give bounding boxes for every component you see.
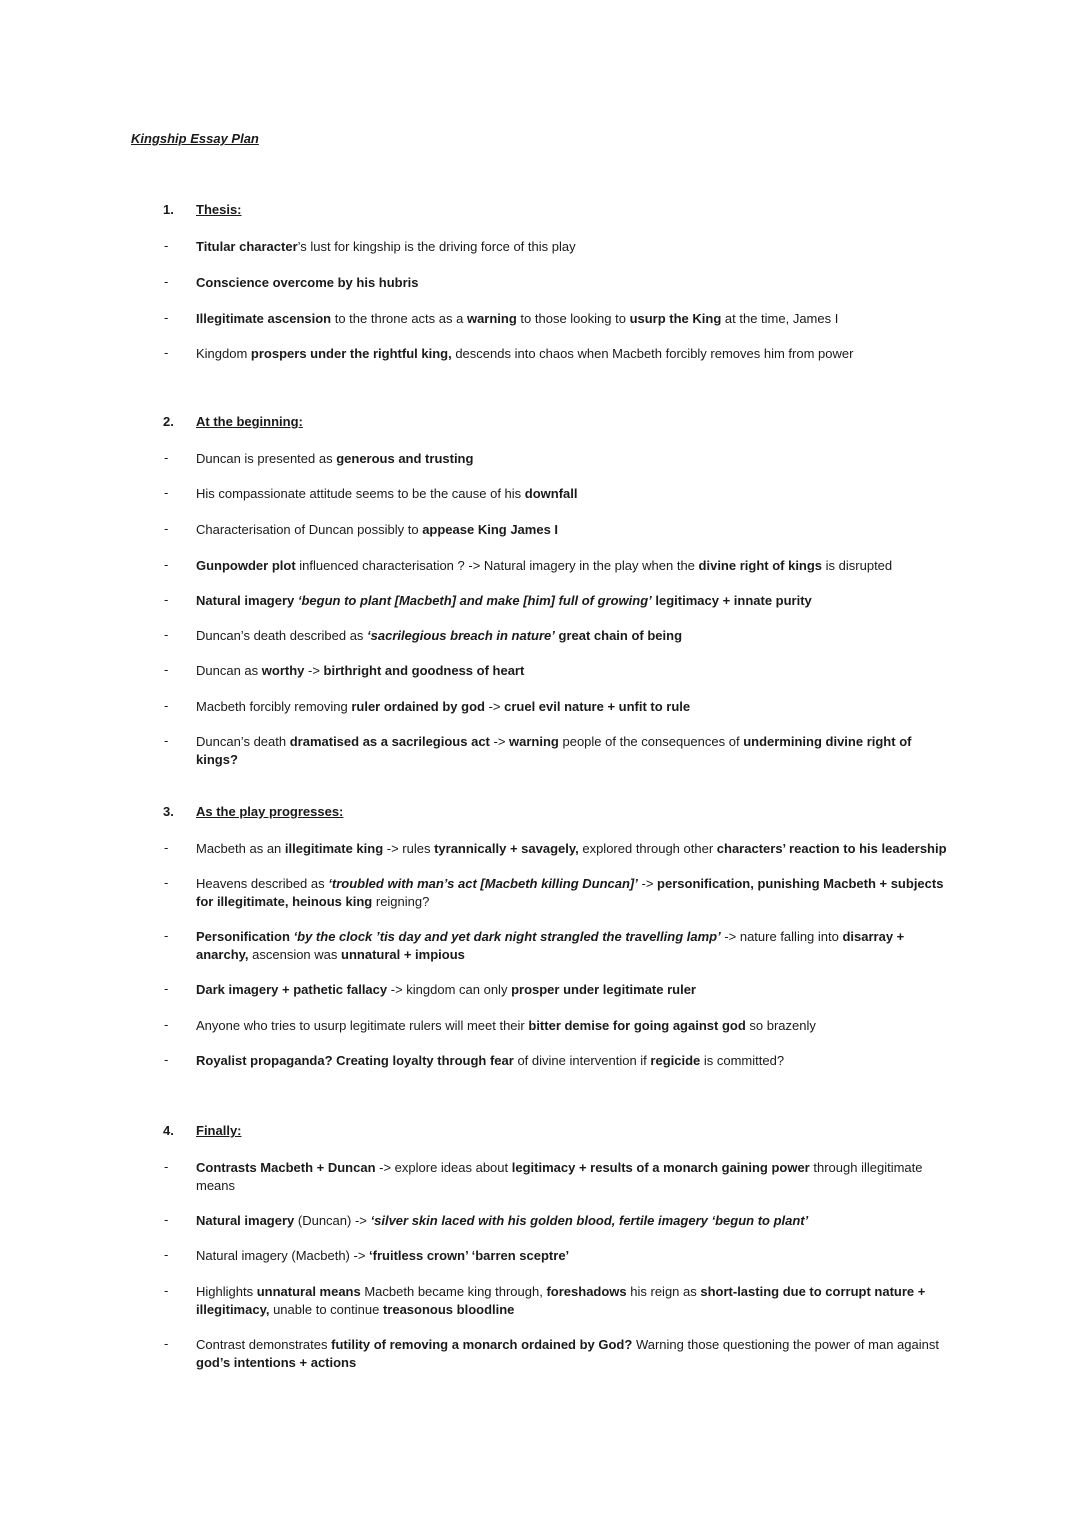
text-segment: Heavens described as	[196, 876, 329, 891]
dash-bullet: -	[164, 345, 169, 360]
list-item-text	[196, 238, 956, 256]
list-item-text	[196, 1283, 956, 1319]
text-segment: Personification	[196, 929, 294, 944]
text-segment: ascension was	[248, 947, 342, 962]
text-segment: regicide	[650, 1053, 701, 1068]
text-segment: Gunpowder plot	[196, 558, 296, 573]
text-segment: Macbeth became king through,	[360, 1284, 547, 1299]
text-segment: Warning those questioning the power of man against	[632, 1337, 939, 1352]
list-item-text	[196, 928, 956, 964]
text-segment: ’s lust for kingship is the driving force of this play	[297, 239, 576, 254]
list-item-text	[196, 521, 956, 539]
dash-bullet: -	[164, 733, 169, 748]
dash-bullet: -	[164, 627, 169, 642]
text-segment: Macbeth forcibly removing	[196, 699, 352, 714]
text-segment: Royalist propaganda? Creating loyalty through fear	[196, 1053, 514, 1068]
text-segment: generous and trusting	[336, 451, 474, 466]
dash-bullet: -	[164, 875, 169, 890]
text-segment: Natural imagery (Macbeth) ->	[196, 1248, 370, 1263]
text-segment: Duncan is presented as	[196, 451, 337, 466]
dash-bullet: -	[164, 1247, 169, 1262]
text-segment: Dark imagery + pathetic fallacy	[196, 982, 388, 997]
text-segment: treasonous bloodline	[382, 1302, 515, 1317]
dash-bullet: -	[164, 698, 169, 713]
text-segment: so brazenly	[745, 1018, 816, 1033]
dash-bullet: -	[164, 840, 169, 855]
text-segment: is disrupted	[822, 558, 893, 573]
section-heading: Thesis:	[196, 202, 242, 217]
text-segment: great chain of being	[554, 628, 683, 643]
list-item-text	[196, 840, 956, 858]
text-segment: futility of removing a monarch ordained by God?	[331, 1337, 633, 1352]
text-segment: through illegitimate means	[196, 1160, 923, 1193]
list-item-text	[196, 274, 956, 292]
list-item-text	[196, 875, 956, 911]
text-segment: influenced characterisation ? -> Natural imagery in the play when the	[295, 558, 699, 573]
text-segment: legitimacy + results of a monarch gaining power	[511, 1160, 810, 1175]
text-segment: divine right of kings	[698, 558, 823, 573]
text-segment: usurp the King	[629, 311, 722, 326]
text-segment: Anyone who tries to usurp legitimate rulers will meet their	[196, 1018, 529, 1033]
text-segment: bitter demise for going against god	[528, 1018, 746, 1033]
text-segment: warning	[466, 311, 517, 326]
text-segment: Contrasts Macbeth + Duncan	[196, 1160, 376, 1175]
text-segment: disarray + anarchy,	[196, 929, 905, 962]
text-segment: Macbeth as an	[196, 841, 285, 856]
text-segment: tyrannically + savagely,	[434, 841, 579, 856]
text-segment: (Duncan) ->	[294, 1213, 371, 1228]
dash-bullet: -	[164, 1052, 169, 1067]
list-item-text	[196, 310, 956, 328]
list-item-text	[196, 557, 956, 575]
dash-bullet: -	[164, 1017, 169, 1032]
text-segment: Illegitimate ascension	[196, 311, 332, 326]
text-segment: god’s intentions + actions	[196, 1355, 357, 1370]
list-item-text	[196, 1336, 956, 1372]
text-segment: appease King James I	[422, 522, 559, 537]
text-segment: ->	[637, 876, 658, 891]
text-segment: Natural imagery	[196, 593, 298, 608]
list-item-text	[196, 485, 956, 503]
text-segment: Duncan as	[196, 663, 262, 678]
text-segment: descends into chaos when Macbeth forcibly removes him from power	[451, 346, 854, 361]
text-segment: warning	[509, 734, 559, 749]
section-number: 1.	[163, 202, 174, 217]
text-segment: -> nature falling into	[720, 929, 843, 944]
text-segment: ‘by the clock ’tis day and yet dark night strangled the travelling lamp’	[293, 929, 721, 944]
list-item-text	[196, 1212, 956, 1230]
dash-bullet: -	[164, 1336, 169, 1351]
list-item-text	[196, 627, 956, 645]
list-item-text	[196, 1017, 956, 1035]
text-segment: Highlights	[196, 1284, 257, 1299]
text-segment: foreshadows	[546, 1284, 627, 1299]
list-item-text	[196, 450, 956, 468]
text-segment: Natural imagery	[196, 1213, 295, 1228]
list-item-text	[196, 733, 956, 769]
dash-bullet: -	[164, 1212, 169, 1227]
text-segment: characters’ reaction to his leadership	[716, 841, 947, 856]
text-segment: His compassionate attitude seems to be the cause of his	[196, 486, 525, 501]
text-segment: -> explore ideas about	[375, 1160, 512, 1175]
text-segment: Kingdom	[196, 346, 251, 361]
dash-bullet: -	[164, 485, 169, 500]
text-segment: ->	[489, 734, 510, 749]
text-segment: Duncan’s death	[196, 734, 290, 749]
dash-bullet: -	[164, 928, 169, 943]
text-segment: of divine intervention if	[513, 1053, 651, 1068]
text-segment: personification, punishing Macbeth + subjects for illegitimate, heinous king	[196, 876, 944, 909]
text-segment: unnatural + impious	[341, 947, 465, 962]
dash-bullet: -	[164, 238, 169, 253]
text-segment: undermining divine right of kings?	[196, 734, 912, 767]
section-number: 4.	[163, 1123, 174, 1138]
dash-bullet: -	[164, 450, 169, 465]
dash-bullet: -	[164, 1159, 169, 1174]
text-segment: ->	[484, 699, 505, 714]
text-segment: legitimacy + innate purity	[651, 593, 812, 608]
text-segment: ‘begun to plant [Macbeth] and make [him] full of growing’	[297, 593, 652, 608]
text-segment: cruel evil nature + unfit to rule	[504, 699, 691, 714]
dash-bullet: -	[164, 981, 169, 996]
text-segment: to the throne acts as a	[331, 311, 467, 326]
text-segment: birthright and goodness of heart	[323, 663, 525, 678]
text-segment: explored through other	[578, 841, 717, 856]
list-item-text	[196, 662, 956, 680]
list-item-text	[196, 981, 956, 999]
list-item-text	[196, 1159, 956, 1195]
text-segment: unnatural means	[256, 1284, 361, 1299]
text-segment: worthy	[261, 663, 305, 678]
text-segment: Titular character	[196, 239, 298, 254]
text-segment: to those looking to	[516, 311, 630, 326]
dash-bullet: -	[164, 274, 169, 289]
text-segment: prosper under legitimate ruler	[511, 982, 696, 997]
text-segment: reigning?	[372, 894, 430, 909]
text-segment: illegitimate king	[284, 841, 384, 856]
text-segment: ruler ordained by god	[351, 699, 485, 714]
section-heading: Finally:	[196, 1123, 242, 1138]
text-segment: short-lasting due to corrupt nature + illegitimacy,	[196, 1284, 926, 1317]
text-segment: Characterisation of Duncan possibly to	[196, 522, 423, 537]
section-heading: At the beginning:	[196, 414, 303, 429]
text-segment: ‘fruitless crown’ ‘barren sceptre’	[369, 1248, 570, 1263]
text-segment: prospers under the rightful king,	[250, 346, 452, 361]
text-segment: -> rules	[383, 841, 435, 856]
dash-bullet: -	[164, 521, 169, 536]
dash-bullet: -	[164, 662, 169, 677]
dash-bullet: -	[164, 1283, 169, 1298]
list-item-text	[196, 1052, 956, 1070]
text-segment: ‘silver skin laced with his golden blood, fertile imagery ‘begun to plant’	[370, 1213, 809, 1228]
list-item-text	[196, 698, 956, 716]
page-title: Kingship Essay Plan	[131, 131, 259, 146]
text-segment: Contrast demonstrates	[196, 1337, 332, 1352]
text-segment: ‘troubled with man’s act [Macbeth killing Duncan]’	[328, 876, 638, 891]
dash-bullet: -	[164, 557, 169, 572]
dash-bullet: -	[164, 592, 169, 607]
section-heading: As the play progresses:	[196, 804, 344, 819]
list-item-text	[196, 1247, 956, 1265]
section-number: 2.	[163, 414, 174, 429]
text-segment: at the time, James I	[721, 311, 839, 326]
section-number: 3.	[163, 804, 174, 819]
list-item-text	[196, 345, 956, 363]
text-segment: ->	[304, 663, 324, 678]
text-segment: downfall	[524, 486, 578, 501]
list-item-text	[196, 592, 956, 610]
text-segment: ‘sacrilegious breach in nature’	[367, 628, 555, 643]
text-segment: people of the consequences of	[558, 734, 744, 749]
text-segment: Duncan’s death described as	[196, 628, 368, 643]
text-segment: unable to continue	[269, 1302, 383, 1317]
dash-bullet: -	[164, 310, 169, 325]
text-segment: his reign as	[626, 1284, 701, 1299]
text-segment: -> kingdom can only	[387, 982, 512, 997]
text-segment: dramatised as a sacrilegious act	[289, 734, 490, 749]
text-segment: is committed?	[700, 1053, 785, 1068]
text-segment: Conscience overcome by his hubris	[196, 275, 419, 290]
